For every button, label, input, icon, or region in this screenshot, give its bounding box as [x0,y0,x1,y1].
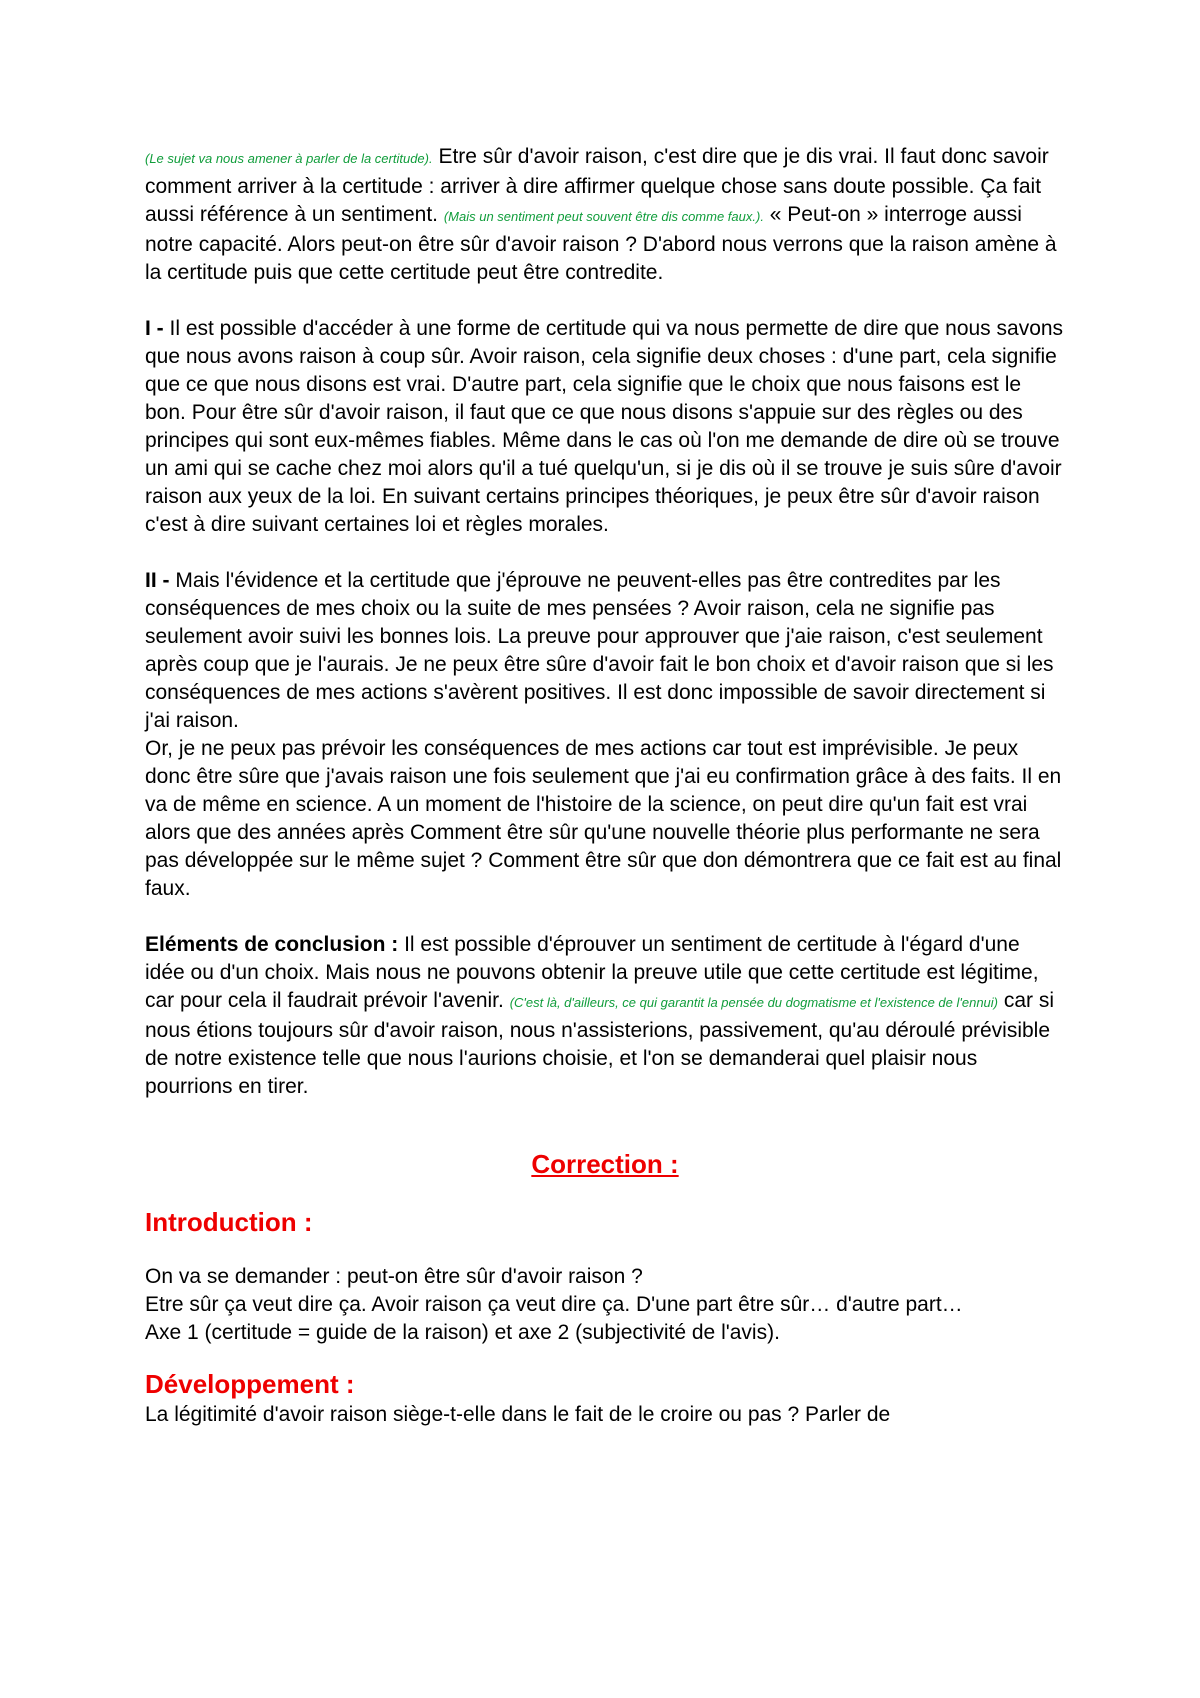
intro-note-1: (Le sujet va nous amener à parler de la certitude). [145,151,433,166]
conclusion-paragraph [145,931,1065,1101]
developpement-heading: Développement : [145,1369,355,1399]
part-1-text: Il est possible d'accéder à une forme de certitude qui va nous permette de dire que nous savons que nous avons raison à coup sûr. Avoir raison, cela signifie deux choses : d'une part, cela signifie que ce que nous disons est vrai. D'autre part, cela signifie que le choix que nous faisons est le bon. Pour être sûr d'avoir raison, il faut que ce que nous disons s'appuie sur des règles ou des principes qui sont eux-mêmes fiables. Même dans le cas où l'on me demande de dire où se trouve un ami qui se cache chez moi alors qu'il a tué quelqu'un, si je dis où il se trouve je suis sûre d'avoir raison aux yeux de la loi. En suivant certains principes théoriques, je peux être sûr d'avoir raison c'est à dire suivant certaines loi et règles morales. [145,317,1064,536]
part-2-text: Mais l'évidence et la certitude que j'éprouve ne peuvent-elles pas être contredites par les conséquences de mes choix ou la suite de mes pensées ? Avoir raison, cela ne signifie pas seulement avoir suivi les bonnes lois. La preuve pour approuver que j'aie raison, c'est seulement après coup que je l'aurais. Je ne peux être sûre d'avoir fait le bon choix et d'avoir raison que si les conséquences de mes actions s'avèrent positives. Il est donc impossible de savoir directement si j'ai raison. [145,569,1054,732]
correction-intro-line-3: Axe 1 (certitude = guide de la raison) et axe 2 (subjectivité de l'avis). [145,1321,780,1344]
conclusion-text-2: car si nous étions toujours sûr d'avoir raison, nous n'assisterions, passivement, qu'au déroulé prévisible de notre existence telle que nous l'aurions choisie, et l'on se demanderai quel plaisir nous pourrions en tirer. [145,989,1055,1098]
part-1-label: I - [145,317,170,340]
intro-text-2: « Peut-on » interroge aussi notre capacité. Alors peut-on être sûr d'avoir raison ? D'abord nous verrons que la raison amène à la certitude puis que cette certitude peut être contredite. [145,203,1057,284]
intro-note-2: (Mais un sentiment peut souvent être dis comme faux.). [443,209,764,224]
part-2-paragraph [145,567,1065,735]
spacer [145,903,1065,931]
correction-title: Correction : [531,1149,679,1179]
conclusion-note: (C'est là, d'ailleurs, ce qui garantit la pensée du dogmatisme et l'existence de l'ennui) [509,995,998,1010]
spacer [145,287,1065,315]
document-page [145,143,1065,1429]
correction-intro-line-1: On va se demander : peut-on être sûr d'avoir raison ? [145,1265,643,1288]
introduction-heading: Introduction : [145,1207,313,1237]
spacer [145,1101,1065,1147]
developpement-line-1: La légitimité d'avoir raison siège-t-elle dans le fait de le croire ou pas ? Parler de [145,1403,891,1426]
conclusion-text-1: Il est possible d'éprouver un sentiment de certitude à l'égard d'une idée ou d'un choix. Mais nous ne pouvons obtenir la preuve utile que cette certitude est légitime, car pour cela il faudrait prévoir l'avenir. [145,933,1039,1012]
spacer [145,1239,1065,1263]
conclusion-label: Eléments de conclusion : [145,933,405,956]
spacer [145,1347,1065,1367]
part-1-paragraph [145,315,1065,539]
intro-text-1: Etre sûr d'avoir raison, c'est dire que je dis vrai. Il faut donc savoir comment arriver à la certitude : arriver à dire affirmer quelque chose sans doute possible. Ça fait aussi référence à un sentiment. [145,145,1049,226]
intro-paragraph [145,143,1065,287]
spacer [145,539,1065,567]
part-2-continuation: Or, je ne peux pas prévoir les conséquences de mes actions car tout est imprévisible. Je peux donc être sûre que j'avais raison une fois seulement que j'ai eu confirmation grâce à des faits. Il en va de même en science. A un moment de l'histoire de la science, on peut dire qu'un fait est vrai alors que des années après Comment être sûr qu'une nouvelle théorie plus performante ne sera pas développée sur le même sujet ? Comment être sûr que don démontrera que ce fait est au final faux. [145,737,1062,900]
spacer [145,1181,1065,1205]
part-2-label: II - [145,569,176,592]
correction-intro-line-2: Etre sûr ça veut dire ça. Avoir raison ça veut dire ça. D'une part être sûr… d'autre part… [145,1293,963,1316]
